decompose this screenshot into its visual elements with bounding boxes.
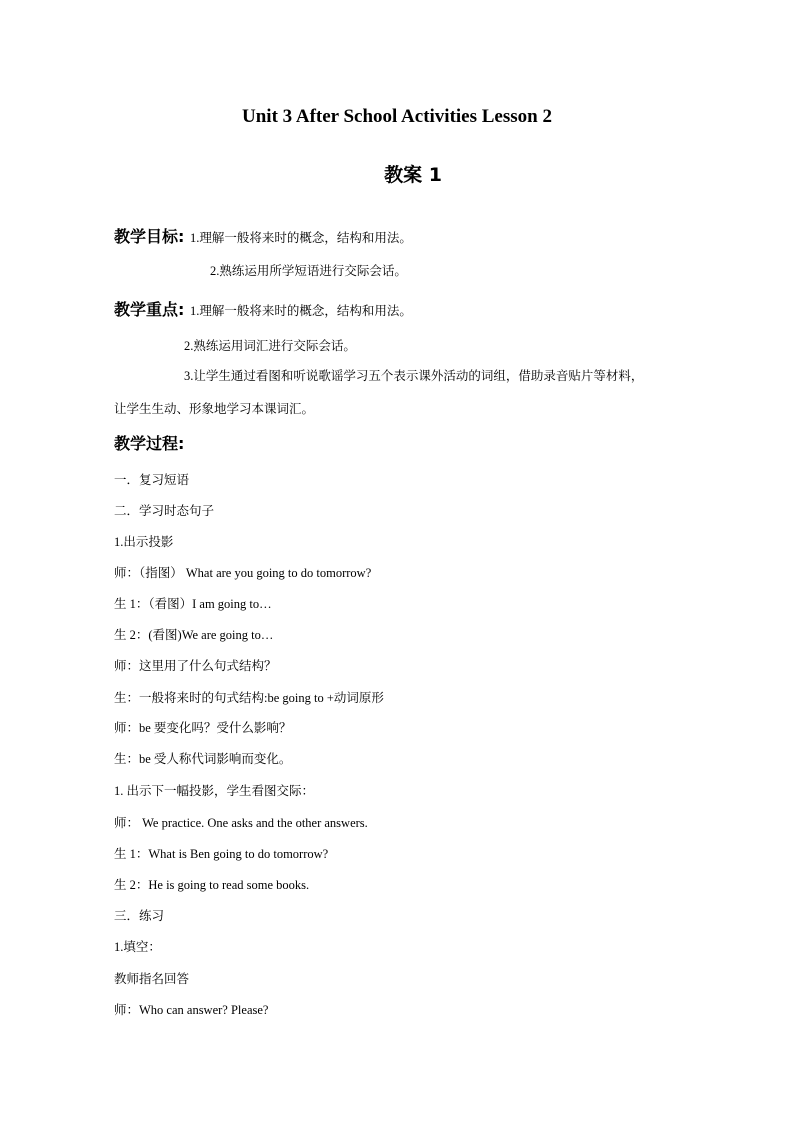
process-line: 二．学习时态句子 <box>114 504 215 518</box>
key-points-item-1: 1.理解一般将来时的概念，结构和用法。 <box>189 304 412 318</box>
process-line: 师：（指图） What are you going to do tomorrow? <box>114 566 372 580</box>
objectives-item-1: 1.理解一般将来时的概念，结构和用法。 <box>189 231 412 245</box>
lesson-title: Unit 3 After School Activities Lesson 2 <box>242 106 552 127</box>
process-line: 生 1：What is Ben going to do tomorrow? <box>114 847 329 861</box>
process-line: 师： We practice. One asks and the other answers. <box>114 816 368 830</box>
objectives-heading: 教学目标: <box>114 227 185 246</box>
process-heading: 教学过程: <box>114 434 185 453</box>
process-line: 生：be 受人称代词影响而变化。 <box>114 752 292 766</box>
process-line: 师：be 要变化吗？受什么影响？ <box>114 721 292 735</box>
key-points-item-3-line-1: 3.让学生通过看图和听说歌谣学习五个表示课外活动的词组，借助录音贴片等材料， <box>184 369 644 383</box>
process-line: 1.填空： <box>114 940 161 954</box>
lesson-subtitle: 教案 1 <box>384 164 442 186</box>
process-line: 生 2：He is going to read some books. <box>114 878 310 892</box>
process-line: 1.出示投影 <box>114 535 174 549</box>
process-line: 师：Who can answer? Please? <box>114 1003 269 1017</box>
process-line: 教师指名回答 <box>114 972 190 986</box>
key-points-heading: 教学重点: <box>114 300 185 319</box>
process-line: 师：这里用了什么句式结构？ <box>114 659 277 673</box>
process-line: 生：一般将来时的句式结构:be going to +动词原形 <box>114 691 384 705</box>
key-points-heading-line <box>114 302 412 318</box>
objectives-heading-line <box>114 229 412 245</box>
process-line: 一．复习短语 <box>114 473 190 487</box>
process-line: 生 2：(看图)We are going to… <box>114 628 274 642</box>
objectives-item-2: 2.熟练运用所学短语进行交际会话。 <box>210 264 407 278</box>
process-line: 生 1：（看图）I am going to… <box>114 597 272 611</box>
process-line: 三．练习 <box>114 909 165 923</box>
process-line: 1. 出示下一幅投影，学生看图交际： <box>114 784 315 798</box>
key-points-item-3-line-2: 让学生生动、形象地学习本课词汇。 <box>114 402 315 416</box>
key-points-item-2: 2.熟练运用词汇进行交际会话。 <box>184 339 356 353</box>
